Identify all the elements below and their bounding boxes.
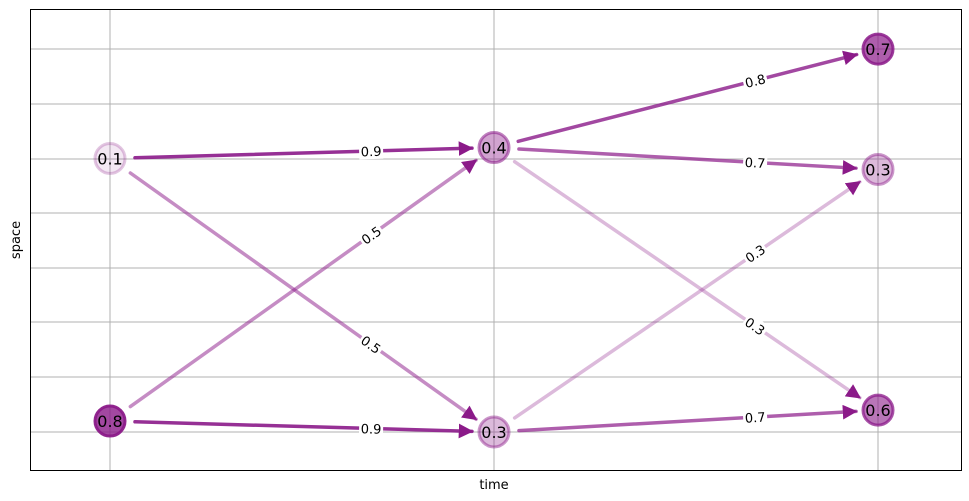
edge-line-3 xyxy=(135,422,472,432)
y-axis-label: space xyxy=(9,220,24,260)
edge-label-7: 0.3 xyxy=(743,242,769,267)
node-3 xyxy=(479,417,509,447)
edge-line-7 xyxy=(515,182,860,418)
grid xyxy=(31,10,961,470)
node-label-3: 0.3 xyxy=(481,423,507,442)
edge-1 xyxy=(130,173,476,419)
node-5 xyxy=(863,154,893,184)
edge-line-2 xyxy=(130,160,476,406)
x-axis-label: time xyxy=(479,478,509,493)
edge-line-6 xyxy=(515,162,860,398)
edge-label-group-8 xyxy=(743,408,768,426)
edge-5 xyxy=(519,149,856,172)
edge-7 xyxy=(515,182,860,418)
edge-label-4: 0.8 xyxy=(743,72,768,92)
node-2 xyxy=(479,133,509,163)
edge-label-5: 0.7 xyxy=(744,155,766,173)
edge-4 xyxy=(518,55,856,142)
plot-frame xyxy=(31,10,962,471)
node-label-4: 0.7 xyxy=(865,40,891,60)
edge-label-3: 0.9 xyxy=(360,422,382,438)
edge-8 xyxy=(519,408,856,430)
node-label-0: 0.1 xyxy=(97,149,123,169)
edge-label-0: 0.9 xyxy=(360,144,382,161)
node-label-6: 0.6 xyxy=(865,401,891,421)
edges xyxy=(130,55,859,438)
edge-label-1: 0.5 xyxy=(357,333,384,358)
node-6 xyxy=(863,395,893,425)
edge-3 xyxy=(135,420,472,438)
node-0 xyxy=(95,144,125,174)
edge-label-group-3 xyxy=(359,420,383,438)
node-1 xyxy=(95,406,125,436)
edge-0 xyxy=(135,143,472,161)
edge-label-2: 0.5 xyxy=(359,224,385,249)
edge-label-group-5 xyxy=(743,154,768,172)
node-label-1: 0.8 xyxy=(97,412,123,432)
edge-2 xyxy=(130,160,476,406)
edge-line-8 xyxy=(519,411,856,430)
node-label-5: 0.3 xyxy=(865,160,891,180)
edge-label-8: 0.7 xyxy=(744,410,766,427)
edge-label-6: 0.3 xyxy=(741,315,768,340)
edge-line-4 xyxy=(518,55,856,142)
node-4 xyxy=(863,34,893,64)
edge-6 xyxy=(515,162,860,398)
edge-line-0 xyxy=(135,148,472,158)
edge-label-group-4 xyxy=(742,70,769,92)
edge-label-group-0 xyxy=(359,143,383,161)
edge-line-1 xyxy=(130,173,476,419)
node-label-2: 0.4 xyxy=(481,138,507,158)
